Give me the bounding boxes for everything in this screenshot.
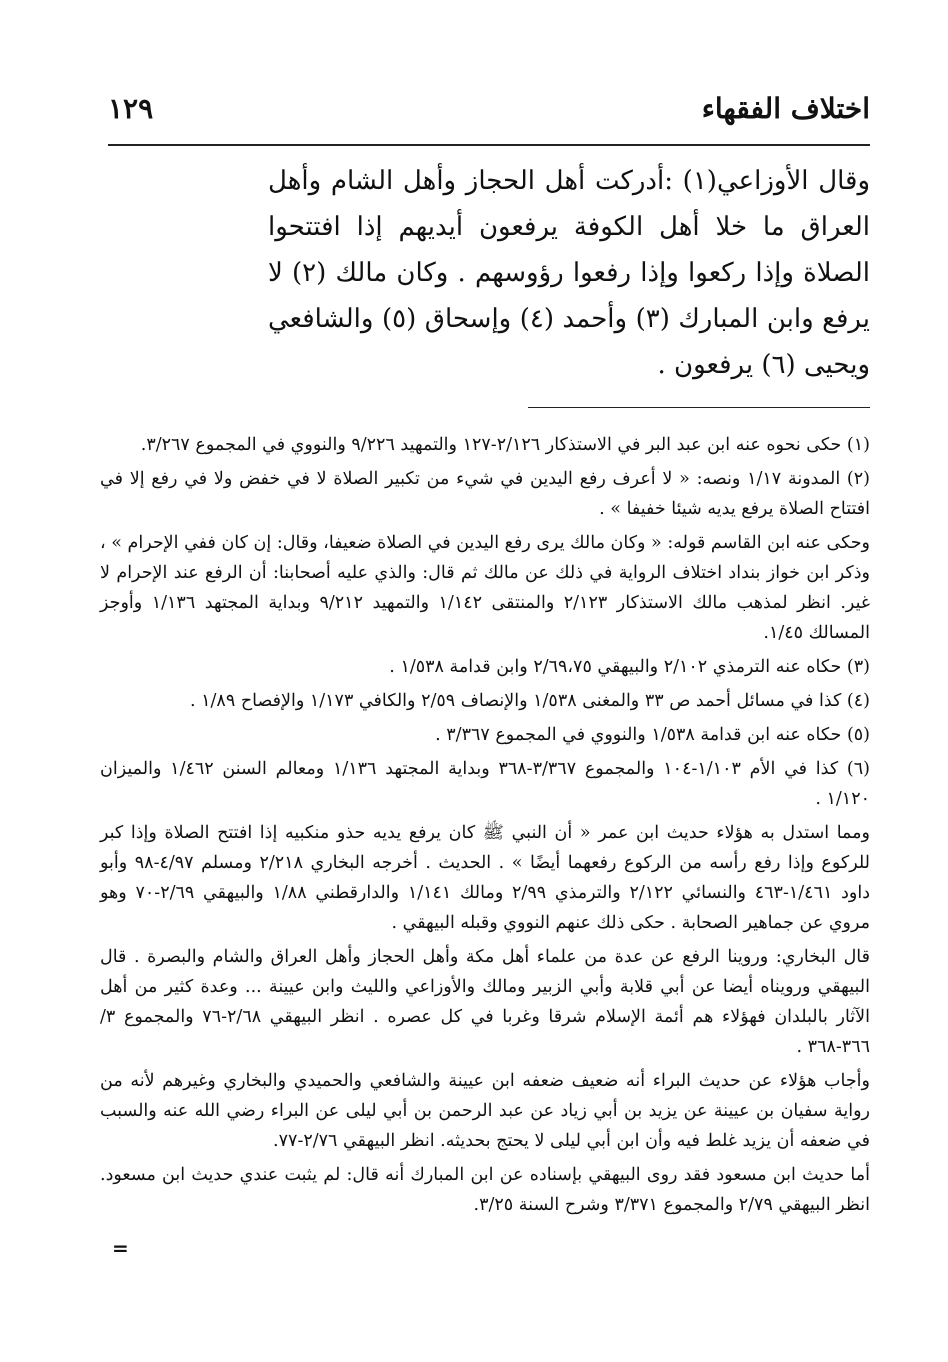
footnotes [100, 430, 870, 1224]
footnote-6-para-1: ومما استدل به هؤلاء حديث ابن عمر « أن النبي ﷺ كان يرفع يديه حذو منكبيه إذا افتتح الصلاة وإذا كبر للركوع وإذا رفع رأسه من الركوع رفعهما أيضًا » . الحديث . أخرجه البخاري ٢/٢١٨ ومسلم ٤/٩٧-٩٨ وأبو داود ١/٤٦١-٤٦٣ والنسائي ٢/١٢٢ والترمذي ٢/٩٩ ومالك ١/١٤١ والدارقطني ١/٨٨ والبيهقي ٢/٦٩-٧٠ وهو مروي عن جماهير الصحابة . حكى ذلك عنهم النووي وقبله البيهقي . [100, 823, 871, 933]
footnote-2-continuation: وحكى عنه ابن القاسم قوله: « وكان مالك يرى رفع اليدين في الصلاة ضعيفا، وقال: إن كان ففي الإحرام » ، وذكر ابن خواز بنداد اختلاف الرواية في ذلك عن مالك ثم قال: والذي عليه أصحابنا: أن الرفع عند الإحرام لا غير. انظر لمذهب مالك الاستذكار ٢/١٢٣ والمنتقى ١/١٤٢ والتمهيد ٩/٢١٢ وبداية المجتهد ١/١٣٦ وأوجز المسالك ١/٤٥. [100, 533, 871, 643]
footnote-4: (٤) كذا في مسائل أحمد ص ٣٣ والمغنى ١/٥٣٨ والإنصاف ٢/٥٩ والكافي ١/١٧٣ والإفصاح ١/٨٩ . [190, 691, 870, 711]
footnote-2: (٢) المدونة ١/١٧ ونصه: « لا أعرف رفع اليدين في شيء من تكبير الصلاة لا في خفض ولا في رفع إلا في افتتاح الصلاة يرفع يديه شيئا خفيفا » . [100, 469, 870, 519]
footnote-6-para-2: قال البخاري: وروينا الرفع عن عدة من علماء أهل مكة وأهل الحجاز وأهل العراق والشام والبصرة . قال البيهقي ورويناه أيضا عن أبي قلابة وأبي الزبير ومالك والأوزاعي والليث وابن عيينة ... وعدة كثير من أهل الآثار بالبلدان فهؤلاء هم أئمة الإسلام شرقا وغربا في كل عصره . انظر البيهقي ٢/٦٨-٧٦ والمجموع ٣/ ٣٦٦-٣٦٨ . [100, 947, 870, 1057]
footnote-5: (٥) حكاه عنه ابن قدامة ١/٥٣٨ والنووي في المجموع ٣/٣٦٧ . [435, 725, 870, 745]
footnote-6: (٦) كذا في الأم ١/١٠٣-١٠٤ والمجموع ٣/٣٦٧-٣٦٨ وبداية المجتهد ١/١٣٦ ومعالم السنن ١/٤٦٢ والميزان ١/١٢٠ . [100, 759, 870, 809]
footnote-3: (٣) حكاه عنه الترمذي ٢/١٠٢ والبيهقي ٢/٦٩،٧٥ وابن قدامة ١/٥٣٨ . [389, 657, 870, 677]
main-paragraph: وقال الأوزاعي(١) :أدركت أهل الحجاز وأهل الشام وأهل العراق ما خلا أهل الكوفة يرفعون أيديهم إذا افتتحوا الصلاة وإذا ركعوا وإذا رفعوا رؤوسهم . وكان مالك (٢) لا يرفع وابن المبارك (٣) وأحمد (٤) وإسحاق (٥) والشافعي ويحيى (٦) يرفعون . [268, 166, 870, 380]
footnote-6-para-4: أما حديث ابن مسعود فقد روى البيهقي بإسناده عن ابن المبارك أنه قال: لم يثبت عندي حديث ابن مسعود. انظر البيهقي ٢/٧٩ والمجموع ٣/٣٧١ وشرح السنة ٣/٢٥. [100, 1165, 870, 1215]
header-rule [108, 144, 870, 146]
footnote-6-para-3: وأجاب هؤلاء عن حديث البراء أنه ضعيف ضعفه ابن عيينة والشافعي والحميدي والبخاري وغيرهم لأنه من رواية سفيان بن عيينة عن يزيد بن أبي زياد عن عبد الرحمن بن أبي ليلى عن البراء رضي الله عنه والسبب في ضعفه أن يزيد غلط فيه وأن ابن أبي ليلى لا يحتج بحديثه. انظر البيهقي ٢/٧٦-٧٧. [100, 1071, 870, 1151]
running-header [108, 92, 870, 134]
footnote-1: (١) حكى نحوه عنه ابن عبد البر في الاستذكار ٢/١٢٦-١٢٧ والتمهيد ٩/٢٢٦ والنووي في المجموع ٣/٢٦٧. [140, 435, 870, 455]
page-number: ١٢٩ [108, 92, 154, 125]
header-title: اختلاف الفقهاء [701, 92, 870, 125]
main-text [268, 158, 870, 388]
footnote-separator [528, 407, 870, 408]
continuation-mark: = [112, 1236, 129, 1260]
